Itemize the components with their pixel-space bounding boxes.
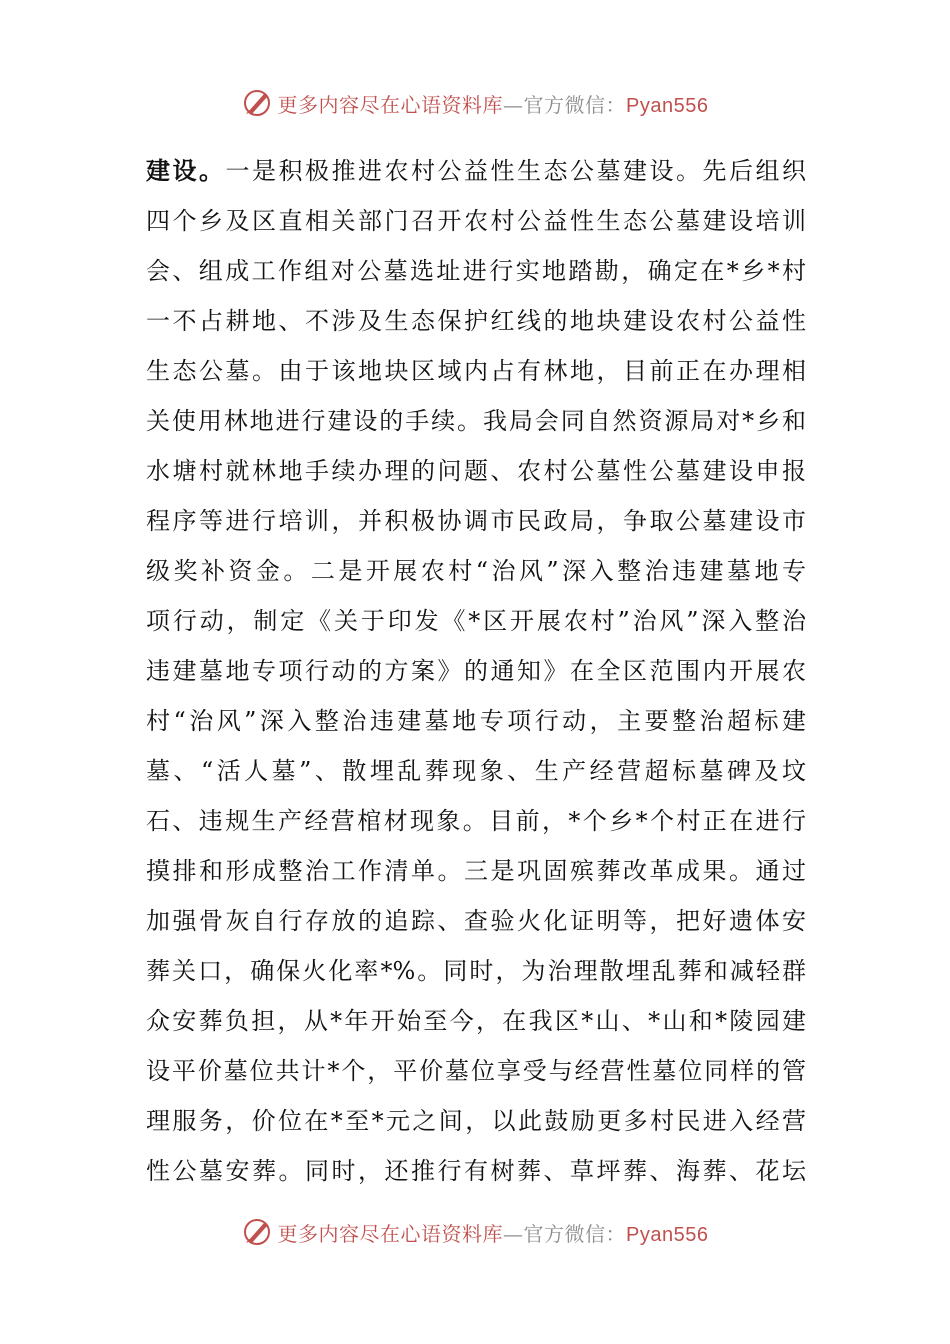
text-line-2: 四个乡及区直相关部门召开农村公益性生态公墓建设培训	[146, 207, 806, 235]
text-line-9: 级奖补资金。二是开展农村“治风”深入整治违建墓地专	[146, 557, 806, 585]
text-line-12: 村“治风”深入整治违建墓地专项行动，主要整治超标建	[146, 707, 806, 735]
text-line-11: 违建墓地专项行动的方案》的通知》在全区范围内开展农	[146, 657, 806, 685]
watermark-text	[278, 89, 709, 118]
text-line-18: 众安葬负担，从*年开始至今，在我区*山、*山和*陵园建	[146, 1007, 806, 1035]
text-line-8: 程序等进行培训，并积极协调市民政局，争取公墓建设市	[146, 507, 806, 535]
footer-watermark	[0, 1212, 950, 1252]
text-line-16: 加强骨灰自行存放的追踪、查验火化证明等，把好遗体安	[146, 907, 806, 935]
watermark-dash: —	[503, 1221, 524, 1246]
header-watermark	[0, 83, 950, 123]
text-line-6: 关使用林地进行建设的手续。我局会同自然资源局对*乡和	[146, 407, 806, 435]
text-line-20: 理服务，价位在*至*元之间，以此鼓励更多村民进入经营	[146, 1107, 806, 1135]
pen-circle-logo-icon	[242, 1217, 272, 1247]
text-line-17: 葬关口，确保火化率*%。同时，为治理散埋乱葬和减轻群	[146, 957, 806, 985]
text-line-15: 摸排和形成整治工作清单。三是巩固殡葬改革成果。通过	[146, 857, 806, 885]
section-heading: 建设。	[146, 156, 226, 185]
watermark-lead: 更多内容尽在心语资料库	[277, 92, 504, 117]
watermark-text	[278, 1218, 709, 1247]
text-line-10: 项行动，制定《关于印发《*区开展农村”治风”深入整治	[146, 607, 806, 635]
text-line-4: 一不占耕地、不涉及生态保护红线的地块建设农村公益性	[146, 307, 806, 335]
text-line-21: 性公墓安葬。同时，还推行有树葬、草坪葬、海葬、花坛	[146, 1157, 806, 1185]
watermark-lead: 更多内容尽在心语资料库	[277, 1221, 504, 1246]
text-line-5: 生态公墓。由于该地块区域内占有林地，目前正在办理相	[146, 357, 806, 385]
text-line-1-content: 一是积极推进农村公益性生态公墓建设。先后组织	[225, 157, 806, 185]
document-body	[146, 146, 806, 1196]
text-line-7: 水塘村就林地手续办理的问题、农村公墓性公墓建设申报	[146, 457, 806, 485]
text-line-13: 墓、“活人墓”、散埋乱葬现象、生产经营超标墓碑及坟	[146, 757, 806, 785]
text-line-1	[146, 146, 806, 196]
text-line-3: 会、组成工作组对公墓选址进行实地踏勘，确定在*乡*村	[146, 257, 806, 285]
text-line-19: 设平价墓位共计*个，平价墓位享受与经营性墓位同样的管	[146, 1057, 806, 1085]
watermark-label: 官方微信：	[523, 1221, 627, 1246]
watermark-wechat-id: Pyan556	[626, 1223, 709, 1246]
watermark-label: 官方微信：	[523, 92, 627, 117]
text-line-14: 石、违规生产经营棺材现象。目前，*个乡*个村正在进行	[146, 807, 806, 835]
pen-circle-logo-icon	[242, 88, 272, 118]
watermark-dash: —	[503, 92, 524, 117]
watermark-wechat-id: Pyan556	[626, 94, 709, 117]
